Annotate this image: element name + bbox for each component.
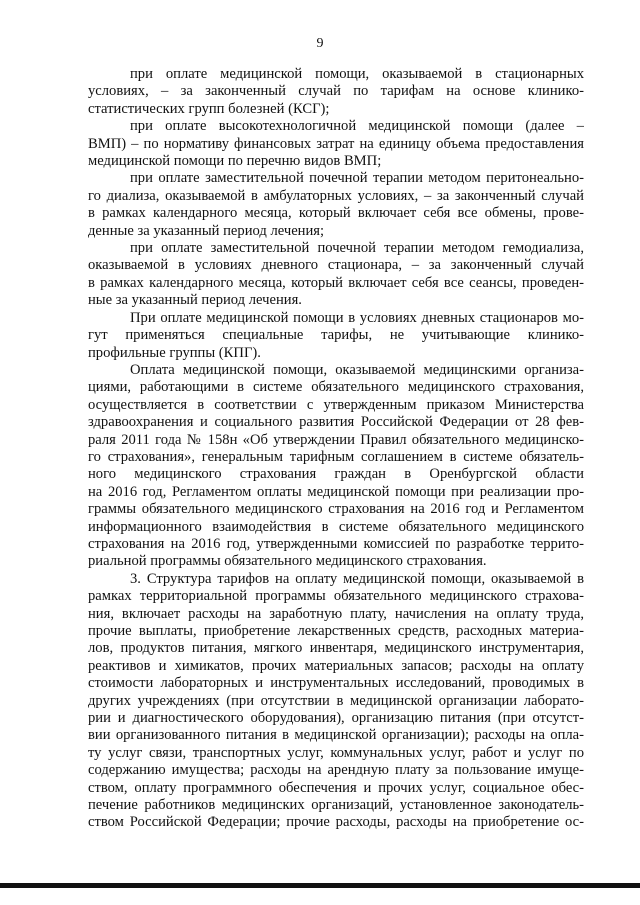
text-line: рамках территориальной программы обязательного медицинского страхова- xyxy=(88,588,584,605)
text-line: условиях, – за законченный случай по тарифам на основе клинико- xyxy=(88,83,584,100)
text-line: лов, продуктов питания, мягкого инвентаря, медицинского инструментария, xyxy=(88,640,584,657)
text-line: ством, оплату программного обеспечения и прочих услуг, социальное обес- xyxy=(88,779,584,796)
text-line: ВМП) – по нормативу финансовых затрат на единицу объема предоставления xyxy=(88,135,584,152)
text-line: информационного взаимодействия в системе обязательного медицинского xyxy=(88,518,584,535)
text-line: граммы обязательного медицинского страхования на 2016 год и Регламентом xyxy=(88,501,584,518)
page-number: 9 xyxy=(316,36,324,51)
text-line: содержанию имущества; расходы на арендную плату за пользование имуще- xyxy=(88,762,584,779)
text-line: медицинской помощи по перечню видов ВМП; xyxy=(88,153,382,170)
text-line: денные за указанный период лечения; xyxy=(88,222,325,239)
text-line: циями, работающими в системе обязательного медицинского страхования, xyxy=(88,379,584,396)
text-line: ные за указанный период лечения. xyxy=(88,292,302,309)
text-line: ния, включает расходы на заработную плату, начисления на оплату труда, xyxy=(88,605,584,622)
text-line: го страхования», генеральным тарифным соглашением в системе обязатель- xyxy=(88,448,584,465)
text-line: при оплате медицинской помощи, оказываемой в стационарных xyxy=(130,66,584,82)
text-line: при оплате высокотехнологичной медицинской помощи (далее – xyxy=(130,118,584,135)
text-line: ного медицинского страхования граждан в Оренбургской области xyxy=(88,466,584,483)
bottom-rule xyxy=(0,883,640,888)
text-line: риальной программы обязательного медицинского страхования. xyxy=(88,553,487,570)
text-line: прочие выплаты, приобретение лекарственных средств, расходных материа- xyxy=(88,623,584,639)
text-line: печение работников медицинских организаций, установленное законодатель- xyxy=(88,797,584,814)
text-line: здравоохранения и социального развития Российской Федерации от 28 фев- xyxy=(88,414,584,431)
text-line: при оплате заместительной почечной терапии методом гемодиализа, xyxy=(130,240,584,257)
text-line: на 2016 год, Регламентом оплаты медицинской помощи при реализации про- xyxy=(88,483,584,500)
text-line: го диализа, оказываемой в амбулаторных условиях, – за законченный случай xyxy=(88,187,584,204)
text-line: страхования на 2016 год, утвержденными комиссией по разработке террито- xyxy=(88,535,584,552)
text-line: профильные группы (КПГ). xyxy=(88,344,261,361)
text-line: статистических групп болезней (КСГ); xyxy=(88,100,330,117)
text-line: При оплате медицинской помощи в условиях дневных стационаров мо- xyxy=(130,309,584,326)
text-line: в рамках календарного месяца, который включает себя все обмены, прове- xyxy=(88,205,584,222)
text-line: гут применяться специальные тарифы, не учитывающие клинико- xyxy=(88,327,584,344)
text-line: 3. Структура тарифов на оплату медицинской помощи, оказываемой в xyxy=(130,570,584,587)
text-line: рии и диагностического оборудования), организацию питания (при отсутст- xyxy=(88,710,584,727)
text-line: осуществляется в соответствии с утвержденным приказом Министерства xyxy=(88,396,584,413)
text-line: раля 2011 года № 158н «Об утверждении Правил обязательного медицинско- xyxy=(88,431,584,448)
text-line: при оплате заместительной почечной терапии методом перитонеально- xyxy=(130,170,584,187)
text-line: других учреждениях (при отсутствии в медицинской организации лаборато- xyxy=(88,692,584,709)
text-line: Оплата медицинской помощи, оказываемой медицинскими организа- xyxy=(130,361,584,378)
text-line: реактивов и химикатов, прочих материальных запасов; расходы на оплату xyxy=(88,657,584,674)
text-line: ту услуг связи, транспортных услуг, коммунальных услуг, работ и услуг по xyxy=(88,744,584,761)
body-text xyxy=(88,66,584,832)
text-line: в рамках календарного месяца, который включает себя все сеансы, проведен- xyxy=(88,274,584,291)
text-line: стоимости лабораторных и инструментальных исследований, проводимых в xyxy=(88,675,584,692)
text-line: ством Российской Федерации; прочие расходы, расходы на приобретение ос- xyxy=(88,814,584,831)
text-line: оказываемой в условиях дневного стационара, – за законченный случай xyxy=(88,257,584,274)
text-line: вии организованного питания в медицинской организации); расходы на опла- xyxy=(88,727,584,744)
